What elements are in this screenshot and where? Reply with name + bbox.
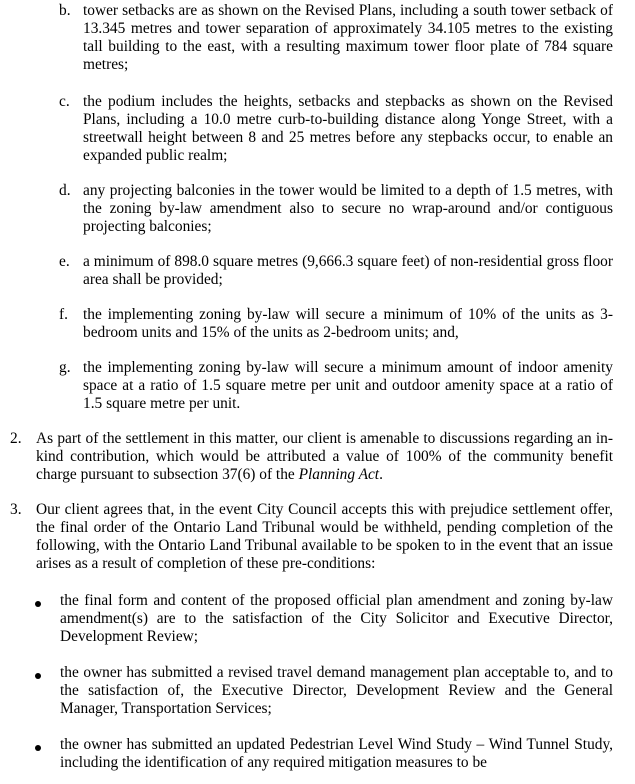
list-marker: b. [59,2,71,19]
bullet-item [32,592,613,646]
list-item-text: the podium includes the heights, setbacks and stepbacks as shown on the Revised Plans, including a 10.0 metre curb-to-building distance along Yonge Street, with a streetwall height between 8 and 25 metres before any stepbacks occur, to enable an expanded public realm; [83,93,613,164]
list-marker: f. [59,306,68,323]
list-item-text: a minimum of 898.0 square metres (9,666.3 square feet) of non-residential gross floor area shall be provided; [83,253,613,288]
bullet-item [32,736,613,772]
list-item-text: the implementing zoning by-law will secure a minimum of 10% of the units as 3-bedroom units and 15% of the units as 2-bedroom units; and, [83,306,613,341]
list-item-text: the implementing zoning by-law will secure a minimum amount of indoor amenity space at a ratio of 1.5 square metre per unit and outdoor amenity space at a ratio of 1.5 square metre per unit. [83,359,613,412]
bullet-item [32,664,613,718]
act-title: Planning Act [298,466,380,483]
list-marker: d. [59,182,71,199]
list-item-f [59,306,613,342]
list-item-text: the owner has submitted an updated Pedestrian Level Wind Study – Wind Tunnel Study, including the identification of any required mitigation measures to be [60,736,613,771]
list-item-text: any projecting balconies in the tower would be limited to a depth of 1.5 metres, with the zoning by-law amendment also to secure no wrap-around and/or contiguous projecting balconies; [83,182,613,235]
bullet-icon [32,592,60,610]
list-item-text: the final form and content of the proposed official plan amendment and zoning by-law amendment(s) are to the satisfaction of the City Solicitor and Executive Director, Development Review; [60,592,613,645]
list-item-g [59,359,613,413]
bullet-icon [32,664,60,682]
numbered-item-2 [10,430,613,484]
list-marker: c. [59,93,70,110]
bullet-icon [32,736,60,754]
list-item-e [59,253,613,289]
list-item-c [59,93,613,165]
list-item-text: As part of the settlement in this matter, our client is amenable to discussions regarding an in-kind contribution, which would be attributed a value of 100% of the community benefit charge pursuant to subsection 37(6) of the Planning Act. [36,430,613,483]
list-marker: 3. [10,501,22,518]
numbered-item-3 [10,501,613,573]
list-item-text: tower setbacks are as shown on the Revised Plans, including a south tower setback of 13.345 metres and tower separation of approximately 34.105 metres to the existing tall building to the east, with a resulting maximum tower floor plate of 784 square metres; [83,2,613,73]
list-item-d [59,182,613,236]
list-item-text: Our client agrees that, in the event City Council accepts this with prejudice settlement offer, the final order of the Ontario Land Tribunal would be withheld, pending completion of the following, with the Ontario Land Tribunal available to be spoken to in the event that an issue arises as a result of completion of these pre-conditions: [36,501,613,572]
list-marker: g. [59,359,71,376]
list-item-text: the owner has submitted a revised travel demand management plan acceptable to, and to the satisfaction of, the Executive Director, Development Review and the General Manager, Transportation Services; [60,664,613,717]
list-marker: e. [59,253,70,270]
list-marker: 2. [10,430,22,447]
list-item-b [59,2,613,74]
